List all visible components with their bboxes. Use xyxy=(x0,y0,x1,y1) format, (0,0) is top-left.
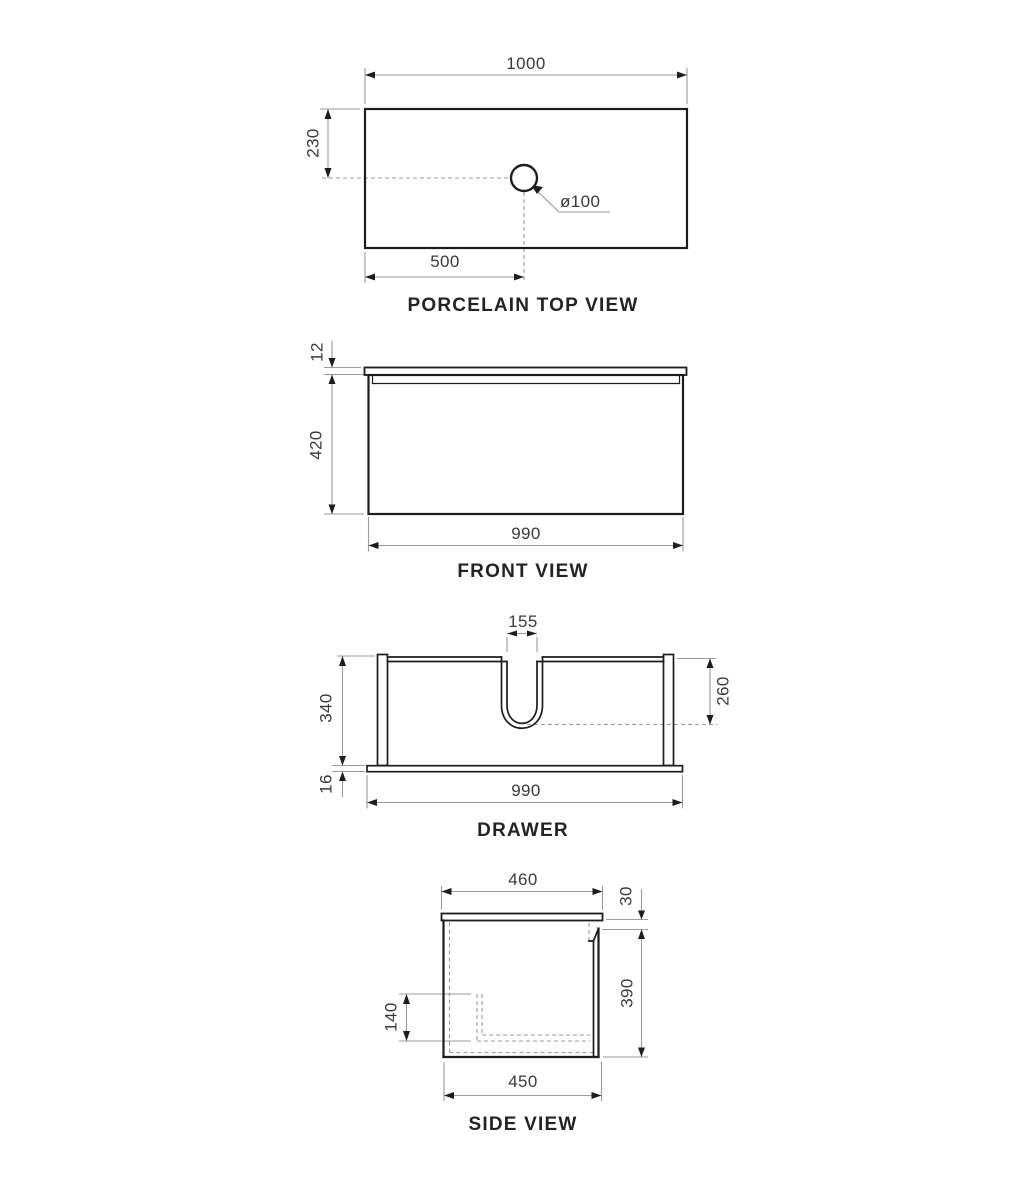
arrowhead xyxy=(673,799,683,806)
arrowhead xyxy=(514,274,524,281)
dim-drawer-height: 340 xyxy=(316,693,336,723)
arrowhead xyxy=(593,888,603,895)
arrowhead xyxy=(707,715,714,725)
dim-cutout-width: 155 xyxy=(508,612,538,631)
dim-front-height: 390 xyxy=(617,978,637,1008)
benchtop-slab xyxy=(365,368,687,376)
arrowhead xyxy=(403,994,410,1004)
arrowhead xyxy=(329,505,336,515)
dim-base-thickness: 16 xyxy=(316,774,336,794)
arrowhead xyxy=(339,772,346,782)
side-view-title: SIDE VIEW xyxy=(468,1114,578,1135)
drawer-view-title: DRAWER xyxy=(477,820,569,841)
dim-cabinet-depth: 450 xyxy=(508,1072,538,1091)
top-view-title: PORCELAIN TOP VIEW xyxy=(407,295,639,316)
arrowhead xyxy=(673,542,683,549)
top-view xyxy=(303,54,687,316)
plumbing-cutout-inner xyxy=(507,662,537,724)
drawer-base-panel xyxy=(367,766,683,772)
arrowhead xyxy=(403,1031,410,1041)
drawer-side-panel-right xyxy=(664,655,674,766)
side-view xyxy=(381,870,648,1135)
arrowhead xyxy=(707,659,714,669)
arrowhead xyxy=(592,1092,602,1099)
dim-top-thickness: 12 xyxy=(307,342,327,362)
arrowhead xyxy=(507,631,517,637)
dim-top-depth: 460 xyxy=(508,870,538,889)
arrowhead xyxy=(339,656,346,666)
arrowhead xyxy=(638,930,645,940)
arrowhead xyxy=(444,1092,454,1099)
arrowhead xyxy=(367,799,377,806)
dim-cutout-depth: 260 xyxy=(713,676,733,706)
arrowhead xyxy=(329,375,336,385)
arrowhead xyxy=(329,358,336,368)
arrowhead xyxy=(365,274,375,281)
arrowhead xyxy=(339,756,346,766)
drawer-view xyxy=(316,612,732,841)
dim-cabinet-width: 990 xyxy=(511,524,541,543)
arrowhead xyxy=(369,542,379,549)
arrowhead xyxy=(325,109,332,119)
finger-pull-notch xyxy=(589,929,599,942)
arrowhead xyxy=(638,911,645,920)
cabinet-outline xyxy=(369,375,684,514)
dim-hole-diameter: ø100 xyxy=(560,192,601,211)
arrowhead xyxy=(442,888,452,895)
tap-hole xyxy=(511,165,537,191)
dim-hole-centre: 500 xyxy=(430,252,460,271)
dim-internal-step: 140 xyxy=(381,1002,401,1032)
dim-top-reveal: 30 xyxy=(616,886,636,906)
arrowhead xyxy=(677,72,687,79)
arrowhead xyxy=(325,168,332,178)
benchtop-slab-side xyxy=(442,914,603,921)
arrowhead xyxy=(365,72,375,79)
dim-width: 1000 xyxy=(506,54,546,73)
dim-hole-setback: 230 xyxy=(303,128,323,158)
arrowhead xyxy=(527,631,537,637)
dim-drawer-width: 990 xyxy=(511,781,541,800)
front-view-title: FRONT VIEW xyxy=(457,561,589,582)
dim-cabinet-height: 420 xyxy=(306,430,326,460)
arrowhead xyxy=(638,1048,645,1058)
front-view xyxy=(306,341,686,582)
drawer-side-panel-left xyxy=(378,655,388,766)
